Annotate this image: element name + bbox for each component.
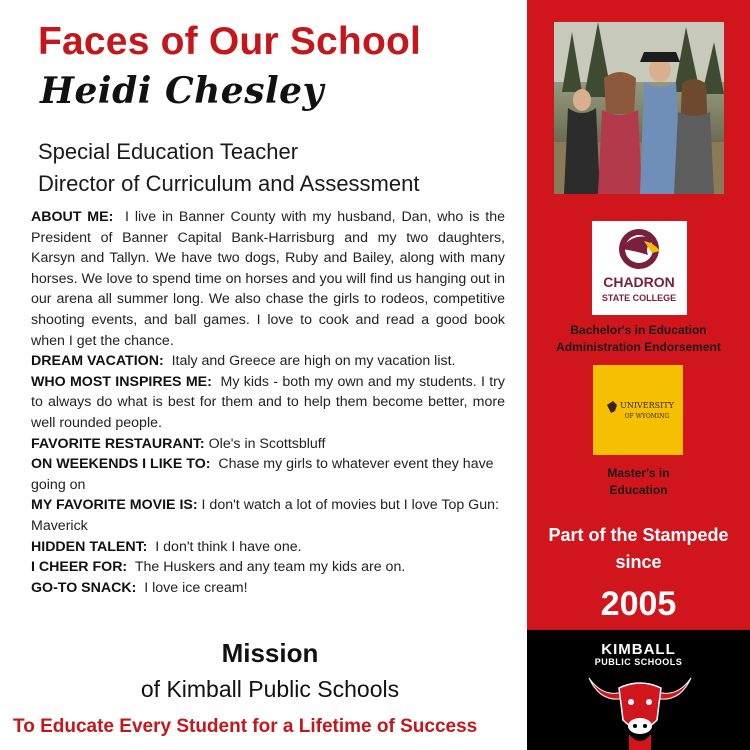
bio-section — [31, 207, 505, 598]
teacher-name: Heidi Chesley — [40, 70, 324, 112]
bio-weekends-text: Chase my girls to whatever event they have going on — [31, 456, 494, 493]
teacher-role-primary: Special Education Teacher — [38, 139, 299, 164]
uw-wordmark: UNIVERSITY — [620, 401, 674, 410]
degree-bachelors-line1: Bachelor's in Education — [570, 323, 707, 337]
bio-cheer — [31, 557, 505, 578]
stampede-line1: Part of the Stampede — [548, 525, 729, 545]
bio-snack — [31, 578, 505, 599]
degree-masters-line2: Education — [609, 483, 668, 497]
bio-cheer-label: I CHEER FOR: — [31, 559, 128, 576]
chadron-wordmark-sub: STATE COLLEGE — [601, 293, 677, 303]
mission-subtitle: of Kimball Public Schools — [140, 676, 400, 702]
bio-movie-text: I don't watch a lot of movies but I love Top Gun: Maverick — [31, 497, 499, 534]
stampede-line2: since — [615, 552, 662, 572]
chadron-wordmark: CHADRON — [603, 274, 675, 290]
start-year: 2005 — [600, 585, 677, 623]
bio-inspires-label: WHO MOST INSPIRES ME: — [31, 373, 212, 390]
bio-weekends-label: ON WEEKENDS I LIKE TO: — [31, 456, 211, 473]
bio-vacation-text: Italy and Greece are high on my vacation list. — [171, 353, 456, 370]
bio-talent-text: I don't think I have one. — [155, 538, 302, 555]
degree-masters-line1: Master's in — [607, 466, 670, 480]
bio-inspires — [31, 372, 505, 434]
teacher-role-secondary: Director of Curriculum and Assessment — [38, 171, 420, 196]
bio-about-text: I live in Banner County with my husband, Dan, who is the President of Banner Capital Bank-Harrisburg and my two daughters, Karsyn and Tallyn. We have two dogs, Ruby and Bailey, along with many horses. We love to spend time on horses and you will find us hanging out in our arena all summer long. We also chase the girls to rodeos, competitive shooting events, and ball games. I love to cook and read a good book when I get the chance. — [31, 209, 505, 349]
bio-weekends — [31, 454, 505, 495]
bio-about-label: ABOUT ME: — [31, 209, 114, 225]
degree-masters — [527, 465, 750, 499]
stampede-text — [527, 522, 750, 576]
bio-talent-label: HIDDEN TALENT: — [31, 538, 148, 555]
university-of-wyoming-logo — [593, 365, 683, 455]
kimball-wordmark-sub: PUBLIC SCHOOLS — [594, 657, 683, 667]
bio-snack-label: GO-TO SNACK: — [31, 579, 137, 596]
degree-bachelors-line2: Administration Endorsement — [556, 340, 721, 354]
mission-title: Mission — [221, 638, 319, 668]
bio-movie — [31, 495, 505, 536]
kimball-wordmark: KIMBALL — [601, 641, 676, 658]
longhorn-mascot-icon — [585, 668, 695, 750]
bio-talent — [31, 537, 505, 558]
bio-restaurant-text: Ole's in Scottsbluff — [208, 435, 326, 452]
family-photo — [554, 22, 724, 194]
bio-cheer-text: The Huskers and any team my kids are on. — [134, 559, 406, 576]
chadron-state-logo — [592, 221, 687, 315]
bio-snack-text: I love ice cream! — [144, 579, 248, 596]
bio-restaurant — [31, 434, 505, 455]
mission-motto: To Educate Every Student for a Lifetime of Success — [13, 716, 478, 737]
bio-movie-label: MY FAVORITE MOVIE IS: — [31, 497, 198, 514]
uw-wordmark-sub: OF WYOMING — [624, 413, 670, 420]
bio-inspires-text: My kids - both my own and my students. I try to always do what is best for them and to help them become better, more well rounded people. — [31, 373, 506, 431]
degree-bachelors — [527, 322, 750, 356]
page-title: Faces of Our School — [38, 20, 422, 63]
bio-about — [31, 207, 505, 351]
bio-vacation — [31, 351, 505, 372]
bio-restaurant-label: FAVORITE RESTAURANT: — [31, 435, 205, 452]
bio-vacation-label: DREAM VACATION: — [31, 353, 164, 370]
